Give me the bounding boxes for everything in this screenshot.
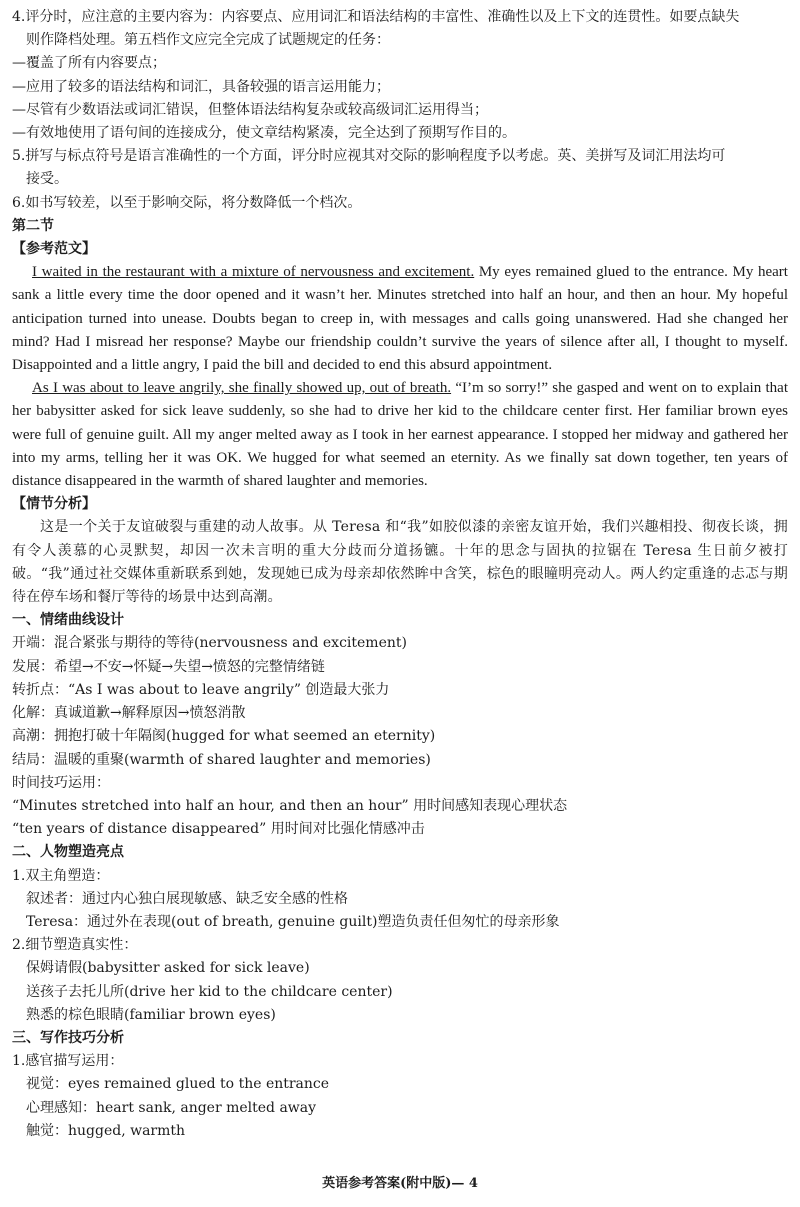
- character-item-1: 1.双主角塑造：: [12, 867, 110, 884]
- character-item-2-line: 熟悉的棕色眼睛(familiar brown eyes): [26, 1006, 276, 1023]
- criteria-bullet: —应用了较多的语法结构和词汇，具备较强的语言运用能力；: [12, 78, 390, 95]
- character-item-1-line: Teresa：通过外在表现(out of breath, genuine guilt)塑造负责任但匆忙的母亲形象: [26, 913, 560, 930]
- paragraph-2-opening-sentence: As I was about to leave angrily, she finally showed up, out of breath.: [32, 380, 452, 397]
- character-item-2: 2.细节塑造真实性：: [12, 937, 138, 954]
- criteria-bullet: —覆盖了所有内容要点；: [12, 55, 166, 72]
- emotion-line: 发展：希望→不安→怀疑→失望→愤怒的完整情绪链: [12, 658, 325, 675]
- criteria-item-6: 6.如书写较差，以至于影响交际，将分数降低一个档次。: [12, 194, 362, 211]
- document-page: [12, 6, 788, 1143]
- technique-item-1: 1.感官描写运用：: [12, 1053, 124, 1070]
- technique-item-1-line: 心理感知：heart sank, anger melted away: [26, 1099, 317, 1116]
- criteria-item-5-line-1: 5.拼写与标点符号是语言准确性的一个方面，评分时应视其对交际的影响程度予以考虑。英、美拼写及词汇用法均可: [12, 148, 726, 165]
- emotion-line: 开端：混合紧张与期待的等待(nervousness and excitement): [12, 635, 407, 652]
- model-essay-heading: 【参考范文】: [12, 241, 96, 258]
- model-essay-paragraph-1: [12, 261, 788, 377]
- technique-heading: 三、写作技巧分析: [12, 1029, 124, 1046]
- technique-item-1-line: 视觉：eyes remained glued to the entrance: [26, 1076, 330, 1093]
- emotion-line: 转折点：“As I was about to leave angrily” 创造最大张力: [12, 681, 390, 698]
- emotion-line: “Minutes stretched into half an hour, and then an hour” 用时间感知表现心理状态: [12, 797, 568, 814]
- emotion-line: 结局：温暖的重聚(warmth of shared laughter and memories): [12, 751, 431, 768]
- character-item-2-line: 送孩子去托儿所(drive her kid to the childcare center): [26, 983, 393, 1000]
- model-essay-paragraph-2: [12, 377, 788, 493]
- criteria-bullet: —尽管有少数语法或词汇错误，但整体语法结构复杂或较高级词汇运用得当；: [12, 101, 488, 118]
- criteria-bullet: —有效地使用了语句间的连接成分，使文章结构紧凑，完全达到了预期写作目的。: [12, 125, 516, 142]
- criteria-item-4-line-1: 4.评分时，应注意的主要内容为：内容要点、应用词汇和语法结构的丰富性、准确性以及上下文的连贯性。如要点缺失: [12, 9, 740, 25]
- character-heading: 二、人物塑造亮点: [12, 844, 124, 861]
- emotion-line: “ten years of distance disappeared” 用时间对比强化情感冲击: [12, 821, 425, 838]
- emotion-line: 时间技巧运用：: [12, 774, 110, 791]
- emotion-line: 高潮：拥抱打破十年隔阂(hugged for what seemed an eternity): [12, 728, 436, 745]
- technique-item-1-line: 触觉：hugged, warmth: [26, 1122, 186, 1139]
- emotion-line: 化解：真诚道歉→解释原因→愤怒消散: [12, 705, 246, 722]
- character-item-2-line: 保姆请假(babysitter asked for sick leave): [26, 960, 310, 977]
- criteria-item-4-line-2: 则作降档处理。第五档作文应完全完成了试题规定的任务：: [26, 32, 390, 49]
- section-title: 第二节: [12, 217, 54, 234]
- model-essay: [12, 261, 788, 493]
- emotion-curve-heading: 一、情绪曲线设计: [12, 612, 124, 629]
- page-footer: 英语参考答案(附中版)— 4: [322, 1176, 478, 1191]
- character-item-1-line: 叙述者：通过内心独白展现敏感、缺乏安全感的性格: [26, 890, 348, 907]
- plot-summary: 这是一个关于友谊破裂与重建的动人故事。从 Teresa 和“我”如胶似漆的亲密友谊开始，我们兴趣相投、彻夜长谈，拥有令人羡慕的心灵默契，却因一次未言明的重大分歧而分道扬镳。十年的思念与固执的拉锯在 Teresa 生日前夕被打破。“我”通过社交媒体重新联系到她，发现她已成为母亲却依然眸中含笑，棕色的眼瞳明亮动人。两人约定重逢的忐忑与期待在停车场和餐厅等待的场景中达到高潮。: [12, 519, 788, 606]
- criteria-item-5-line-2: 接受。: [26, 171, 68, 188]
- plot-analysis-heading: 【情节分析】: [12, 496, 96, 513]
- paragraph-2-body: “I’m so sorry!” she gasped and went on to explain that her babysitter asked for sick leave suddenly, so she had to drive her kid to the childcare center first. Her familiar brown eyes were full of genuine guilt. All my anger melted away as I took in her earnest appearance. I stopped her midway and gathered her into my arms, telling her it was OK. We hugged for what seemed an eternity. As we finally sat down together, ten years of distance disappeared in the warmth of shared laughter and memories.: [12, 380, 788, 490]
- paragraph-1-body: My eyes remained glued to the entrance. My heart sank a little every time the door opened and it wasn’t her. Minutes stretched into half an hour, and then an hour. My hopeful anticipation turned into unease. Doubts began to creep in, with messages and calls going unanswered. Had she changed her mind? Had I misread her response? Maybe our friendship couldn’t survive the years of silence after all, I thought to myself. Disappointed and a little angry, I paid the bill and decided to end this absurd appointment.: [12, 264, 788, 374]
- paragraph-1-opening-sentence: I waited in the restaurant with a mixture of nervousness and excitement.: [32, 264, 475, 281]
